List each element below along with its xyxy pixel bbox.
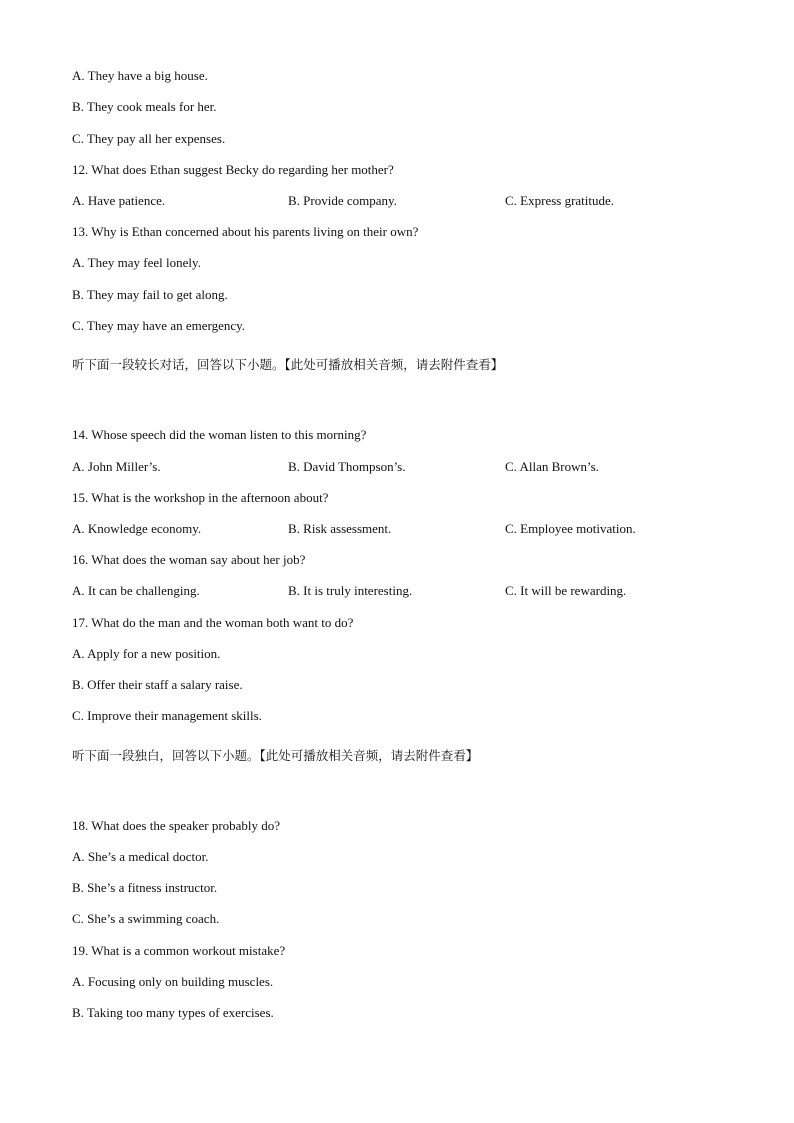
- q14-question: 14. Whose speech did the woman listen to this morning?: [72, 427, 367, 442]
- q15-option-a: A. Knowledge economy.: [72, 521, 202, 536]
- q12-option-b: B. Provide company.: [288, 193, 397, 208]
- q17-option-c: C. Improve their management skills.: [72, 708, 262, 723]
- q15-option-b: B. Risk assessment.: [288, 521, 392, 536]
- q18-option-a: A. She’s a medical doctor.: [72, 849, 209, 864]
- q16-option-a: A. It can be challenging.: [72, 583, 200, 598]
- q13-option-b: B. They may fail to get along.: [72, 287, 228, 302]
- q16-question: 16. What does the woman say about her job?: [72, 552, 306, 567]
- section-instruction-monologue: 听下面一段独白，回答以下小题。【此处可播放相关音频，请去附件查看】: [72, 748, 479, 763]
- q17-option-b: B. Offer their staff a salary raise.: [72, 677, 243, 692]
- q19-option-b: B. Taking too many types of exercises.: [72, 1005, 274, 1020]
- q11-option-a: A. They have a big house.: [72, 68, 208, 83]
- q16-option-b: B. It is truly interesting.: [288, 583, 413, 598]
- q14-options: [72, 457, 722, 477]
- q19-question: 19. What is a common workout mistake?: [72, 943, 286, 958]
- q14-option-c: C. Allan Brown’s.: [505, 459, 599, 474]
- q12-option-c: C. Express gratitude.: [505, 193, 615, 208]
- q11-option-b: B. They cook meals for her.: [72, 99, 217, 114]
- q11-option-c: C. They pay all her expenses.: [72, 131, 226, 146]
- q18-option-c: C. She’s a swimming coach.: [72, 911, 220, 926]
- q17-option-a: A. Apply for a new position.: [72, 646, 221, 661]
- q18-option-b: B. She’s a fitness instructor.: [72, 880, 218, 895]
- q16-option-c: C. It will be rewarding.: [505, 583, 627, 598]
- q13-option-c: C. They may have an emergency.: [72, 318, 246, 333]
- q15-options: [72, 519, 722, 539]
- q12-question: 12. What does Ethan suggest Becky do regarding her mother?: [72, 162, 394, 177]
- q17-question: 17. What do the man and the woman both want to do?: [72, 615, 354, 630]
- q12-option-a: A. Have patience.: [72, 193, 166, 208]
- q16-options: [72, 581, 722, 601]
- section-instruction-dialogue: 听下面一段较长对话，回答以下小题。【此处可播放相关音频，请去附件查看】: [72, 357, 504, 372]
- q12-options: [72, 191, 722, 211]
- q18-question: 18. What does the speaker probably do?: [72, 818, 281, 833]
- q15-option-c: C. Employee motivation.: [505, 521, 636, 536]
- q13-option-a: A. They may feel lonely.: [72, 255, 201, 270]
- q19-option-a: A. Focusing only on building muscles.: [72, 974, 274, 989]
- q14-option-b: B. David Thompson’s.: [288, 459, 406, 474]
- q15-question: 15. What is the workshop in the afternoon about?: [72, 490, 329, 505]
- q13-question: 13. Why is Ethan concerned about his parents living on their own?: [72, 224, 419, 239]
- q14-option-a: A. John Miller’s.: [72, 459, 161, 474]
